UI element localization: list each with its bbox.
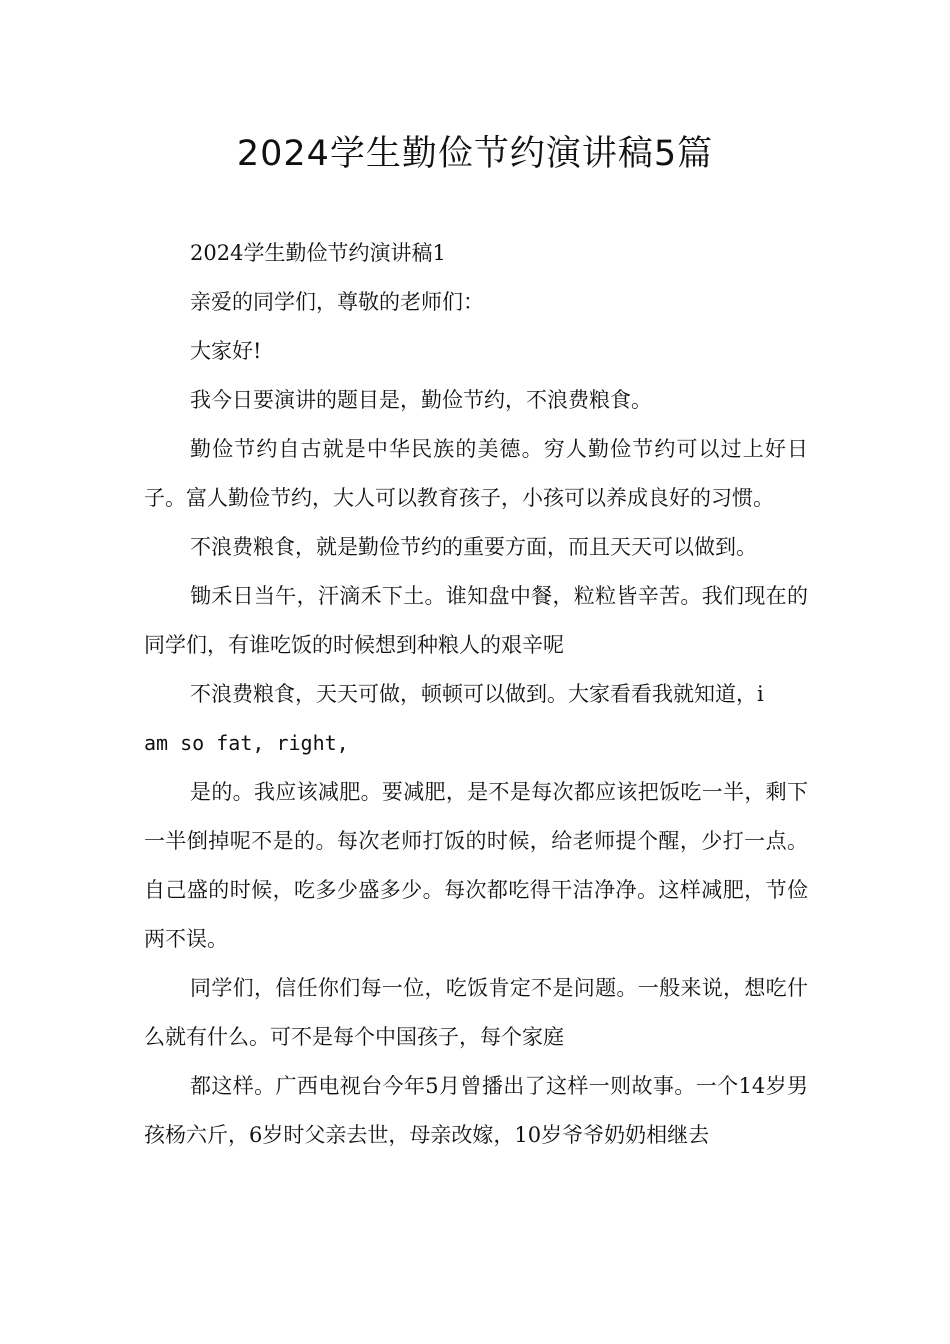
paragraph: 同学们，信任你们每一位，吃饭肯定不是问题。一般来说，想吃什么就有什么。可不是每个中国孩子，每个家庭 bbox=[144, 976, 808, 1049]
paragraph: 不浪费粮食，天天可做，顿顿可以做到。大家看看我就知道，i bbox=[190, 682, 764, 706]
salutation: 亲爱的同学们，尊敬的老师们： bbox=[190, 290, 484, 314]
paragraph: 都这样。广西电视台今年5月曾播出了这样一则故事。一个14岁男孩杨六斤，6岁时父亲去世，母亲改嫁，10岁爷爷奶奶相继去 bbox=[144, 1074, 808, 1147]
speech-topic: 我今日要演讲的题目是，勤俭节约，不浪费粮食。 bbox=[190, 388, 652, 412]
document-title: 2024学生勤俭节约演讲稿5篇 bbox=[236, 134, 714, 174]
paragraph: 是的。我应该减肥。要减肥，是不是每次都应该把饭吃一半，剩下一半倒掉呢不是的。每次老师打饭的时候，给老师提个醒，少打一点。自己盛的时候，吃多少盛多少。每次都吃得干洁净净。这样减肥，节俭两不误。 bbox=[144, 780, 808, 951]
paragraph: 锄禾日当午，汗滴禾下土。谁知盘中餐，粒粒皆辛苦。我们现在的同学们，有谁吃饭的时候想到种粮人的艰辛呢 bbox=[144, 584, 808, 657]
section-heading: 2024学生勤俭节约演讲稿1 bbox=[190, 241, 446, 265]
document-body bbox=[144, 229, 808, 1160]
greeting: 大家好! bbox=[190, 339, 262, 363]
paragraph: 勤俭节约自古就是中华民族的美德。穷人勤俭节约可以过上好日子。富人勤俭节约，大人可以教育孩子，小孩可以养成良好的习惯。 bbox=[144, 437, 808, 510]
paragraph: 不浪费粮食，就是勤俭节约的重要方面，而且天天可以做到。 bbox=[190, 535, 757, 559]
paragraph-english: am so fat, right, bbox=[144, 731, 349, 755]
